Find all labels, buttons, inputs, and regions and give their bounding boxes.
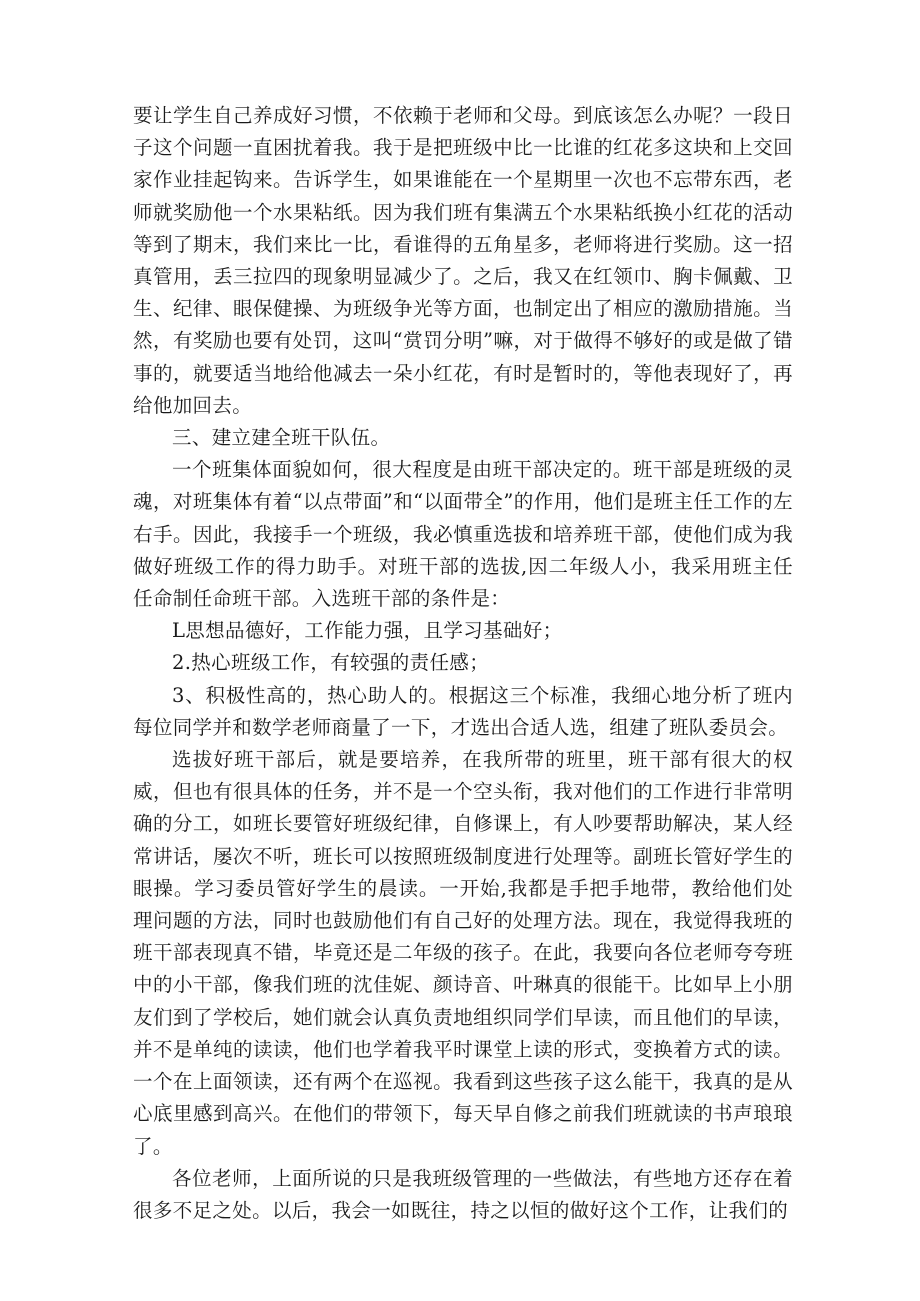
paragraph-cadre-training: 选拔好班干部后，就是要培养，在我所带的班里，班干部有很大的权威，但也有很具体的任务，并不是一个空头衔，我对他们的工作进行非常明确的分工，如班长要管好班级纪律，自修课上，有人吵要帮助解决，某人经常讲话，屡次不听，班长可以按照班级制度进行处理等。副班长管好学生的眼操。学习委员管好学生的晨读。一开始,我都是手把手地带，教给他们处理问题的方法，同时也鼓励他们有自己好的处理方法。现在，我觉得我班的班干部表现真不错，毕竟还是二年级的孩子。在此，我要向各位老师夸夸班中的小干部，像我们班的沈佳妮、颜诗音、叶琳真的很能干。比如早上小朋友们到了学校后，她们就会认真负责地组织同学们早读，而且他们的早读，并不是单纯的读读，他们也学着我平时课堂上读的形式，变换着方式的读。一个在上面领读，还有两个在巡视。我看到这些孩子这么能干，我真的是从心底里感到高兴。在他们的带领下，每天早自修之前我们班就读的书声琅琅了。: [133, 748, 793, 1158]
criteria-item-1: L思想品德好，工作能力强，且学习基础好；: [172, 619, 563, 643]
document-body: [133, 100, 793, 1227]
section-heading-class-cadres: 三、建立建全班干队伍。: [172, 426, 391, 450]
criteria-item-2: 2.热心班级工作，有较强的责任感；: [172, 651, 490, 675]
paragraph-reward-system: 要让学生自己养成好习惯，不依赖于老师和父母。到底该怎么办呢？一段日子这个问题一直困扰着我。我于是把班级中比一比谁的红花多这块和上交回家作业挂起钩来。告诉学生，如果谁能在一个星期里一次也不忘带东西，老师就奖励他一个水果粘纸。因为我们班有集满五个水果粘纸换小红花的活动等到了期末，我们来比一比，看谁得的五角星多，老师将进行奖励。这一招真管用，丢三拉四的现象明显减少了。之后，我又在红领巾、胸卡佩戴、卫生、纪律、眼保健操、为班级争光等方面，也制定出了相应的激励措施。当然，有奖励也要有处罚，这叫“赏罚分明”嘛，对于做得不够好的或是做了错事的，就要适当地给他减去一朵小红花，有时是暂时的，等他表现好了，再给他加回去。: [133, 104, 793, 417]
paragraph-cadre-importance: 一个班集体面貌如何，很大程度是由班干部决定的。班干部是班级的灵魂，对班集体有着“以点带面”和“以面带全”的作用，他们是班主任工作的左右手。因此，我接手一个班级，我必慎重选拔和培养班干部，使他们成为我做好班级工作的得力助手。对班干部的选拔,因二年级人小，我采用班主任任命制任命班干部。入选班干部的条件是：: [133, 458, 793, 611]
paragraph-closing: 各位老师，上面所说的只是我班级管理的一些做法，有些地方还存在着很多不足之处。以后，我会一如既往，持之以恒的做好这个工作，让我们的: [133, 1166, 793, 1222]
criteria-item-3: 3、积极性高的，热心助人的。根据这三个标准，我细心地分析了班内每位同学并和数学老师商量了一下，才选出合适人选，组建了班队委员会。: [133, 683, 793, 739]
